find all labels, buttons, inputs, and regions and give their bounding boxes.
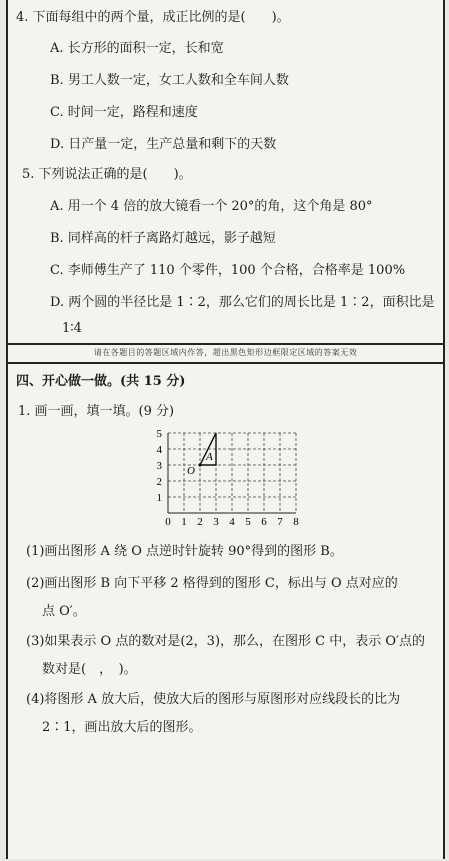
coordinate-grid xyxy=(148,425,308,530)
answer-box-top xyxy=(8,0,443,345)
shape-a-label: A xyxy=(206,451,213,463)
y-tick-2: 2 xyxy=(156,476,162,488)
y-tick-1: 1 xyxy=(156,492,162,504)
q5-option-d: D. 两个圆的半径比是 1∶2，那么它们的周长比是 1∶2，面积比是 xyxy=(50,295,435,310)
item-4-cont: 2∶1，画出放大后的图形。 xyxy=(42,720,202,735)
point-o-label: O xyxy=(187,465,195,477)
q4-stem: 4. 下面每组中的两个量，成正比例的是( )。 xyxy=(16,10,290,25)
q5-option-b: B. 同样高的杆子离路灯越远，影子越短 xyxy=(50,231,276,246)
y-tick-5: 5 xyxy=(156,428,162,440)
q4-option-a: A. 长方形的面积一定，长和宽 xyxy=(50,41,224,56)
y-tick-3: 3 xyxy=(156,460,162,472)
x-tick-4: 4 xyxy=(229,516,235,528)
answer-area-notice: 请在各题目的答题区域内作答，超出黑色矩形边框限定区域的答案无效 xyxy=(93,348,358,357)
x-tick-0: 0 xyxy=(165,516,171,528)
point-o xyxy=(198,463,201,466)
q1-title: 1. 画一画，填一填。(9 分) xyxy=(18,404,175,419)
q5-option-d-cont: 1∶4 xyxy=(62,321,82,336)
item-2: (2)画出图形 B 向下平移 2 格得到的图形 C，标出与 O 点对应的 xyxy=(26,576,398,591)
x-tick-7: 7 xyxy=(277,516,283,528)
q4-option-c: C. 时间一定，路程和速度 xyxy=(50,105,198,120)
x-tick-1: 1 xyxy=(181,516,187,528)
section-title: 四、开心做一做。(共 15 分) xyxy=(16,374,186,389)
x-tick-3: 3 xyxy=(213,516,219,528)
grid-svg xyxy=(148,425,308,530)
q5-stem: 5. 下列说法正确的是( )。 xyxy=(22,167,192,182)
q5-option-c: C. 李师傅生产了 110 个零件，100 个合格，合格率是 100% xyxy=(50,263,406,278)
q5-option-a: A. 用一个 4 倍的放大镜看一个 20°的角，这个角是 80° xyxy=(50,199,373,214)
q4-option-b: B. 男工人数一定，女工人数和全车间人数 xyxy=(50,73,289,88)
item-4: (4)将图形 A 放大后，使放大后的图形与原图形对应线段长的比为 xyxy=(26,692,401,707)
y-tick-4: 4 xyxy=(156,444,162,456)
item-3-cont: 数对是( ， )。 xyxy=(42,662,137,677)
x-tick-8: 8 xyxy=(293,516,299,528)
x-tick-2: 2 xyxy=(197,516,203,528)
q4-option-d: D. 日产量一定，生产总量和剩下的天数 xyxy=(50,137,277,152)
x-tick-6: 6 xyxy=(261,516,267,528)
item-1: (1)画出图形 A 绕 O 点逆时针旋转 90°得到的图形 B。 xyxy=(26,544,343,559)
x-tick-5: 5 xyxy=(245,516,251,528)
item-2-cont: 点 O′。 xyxy=(42,604,86,619)
item-3: (3)如果表示 O 点的数对是(2，3)，那么，在图形 C 中，表示 O′点的 xyxy=(26,634,425,649)
